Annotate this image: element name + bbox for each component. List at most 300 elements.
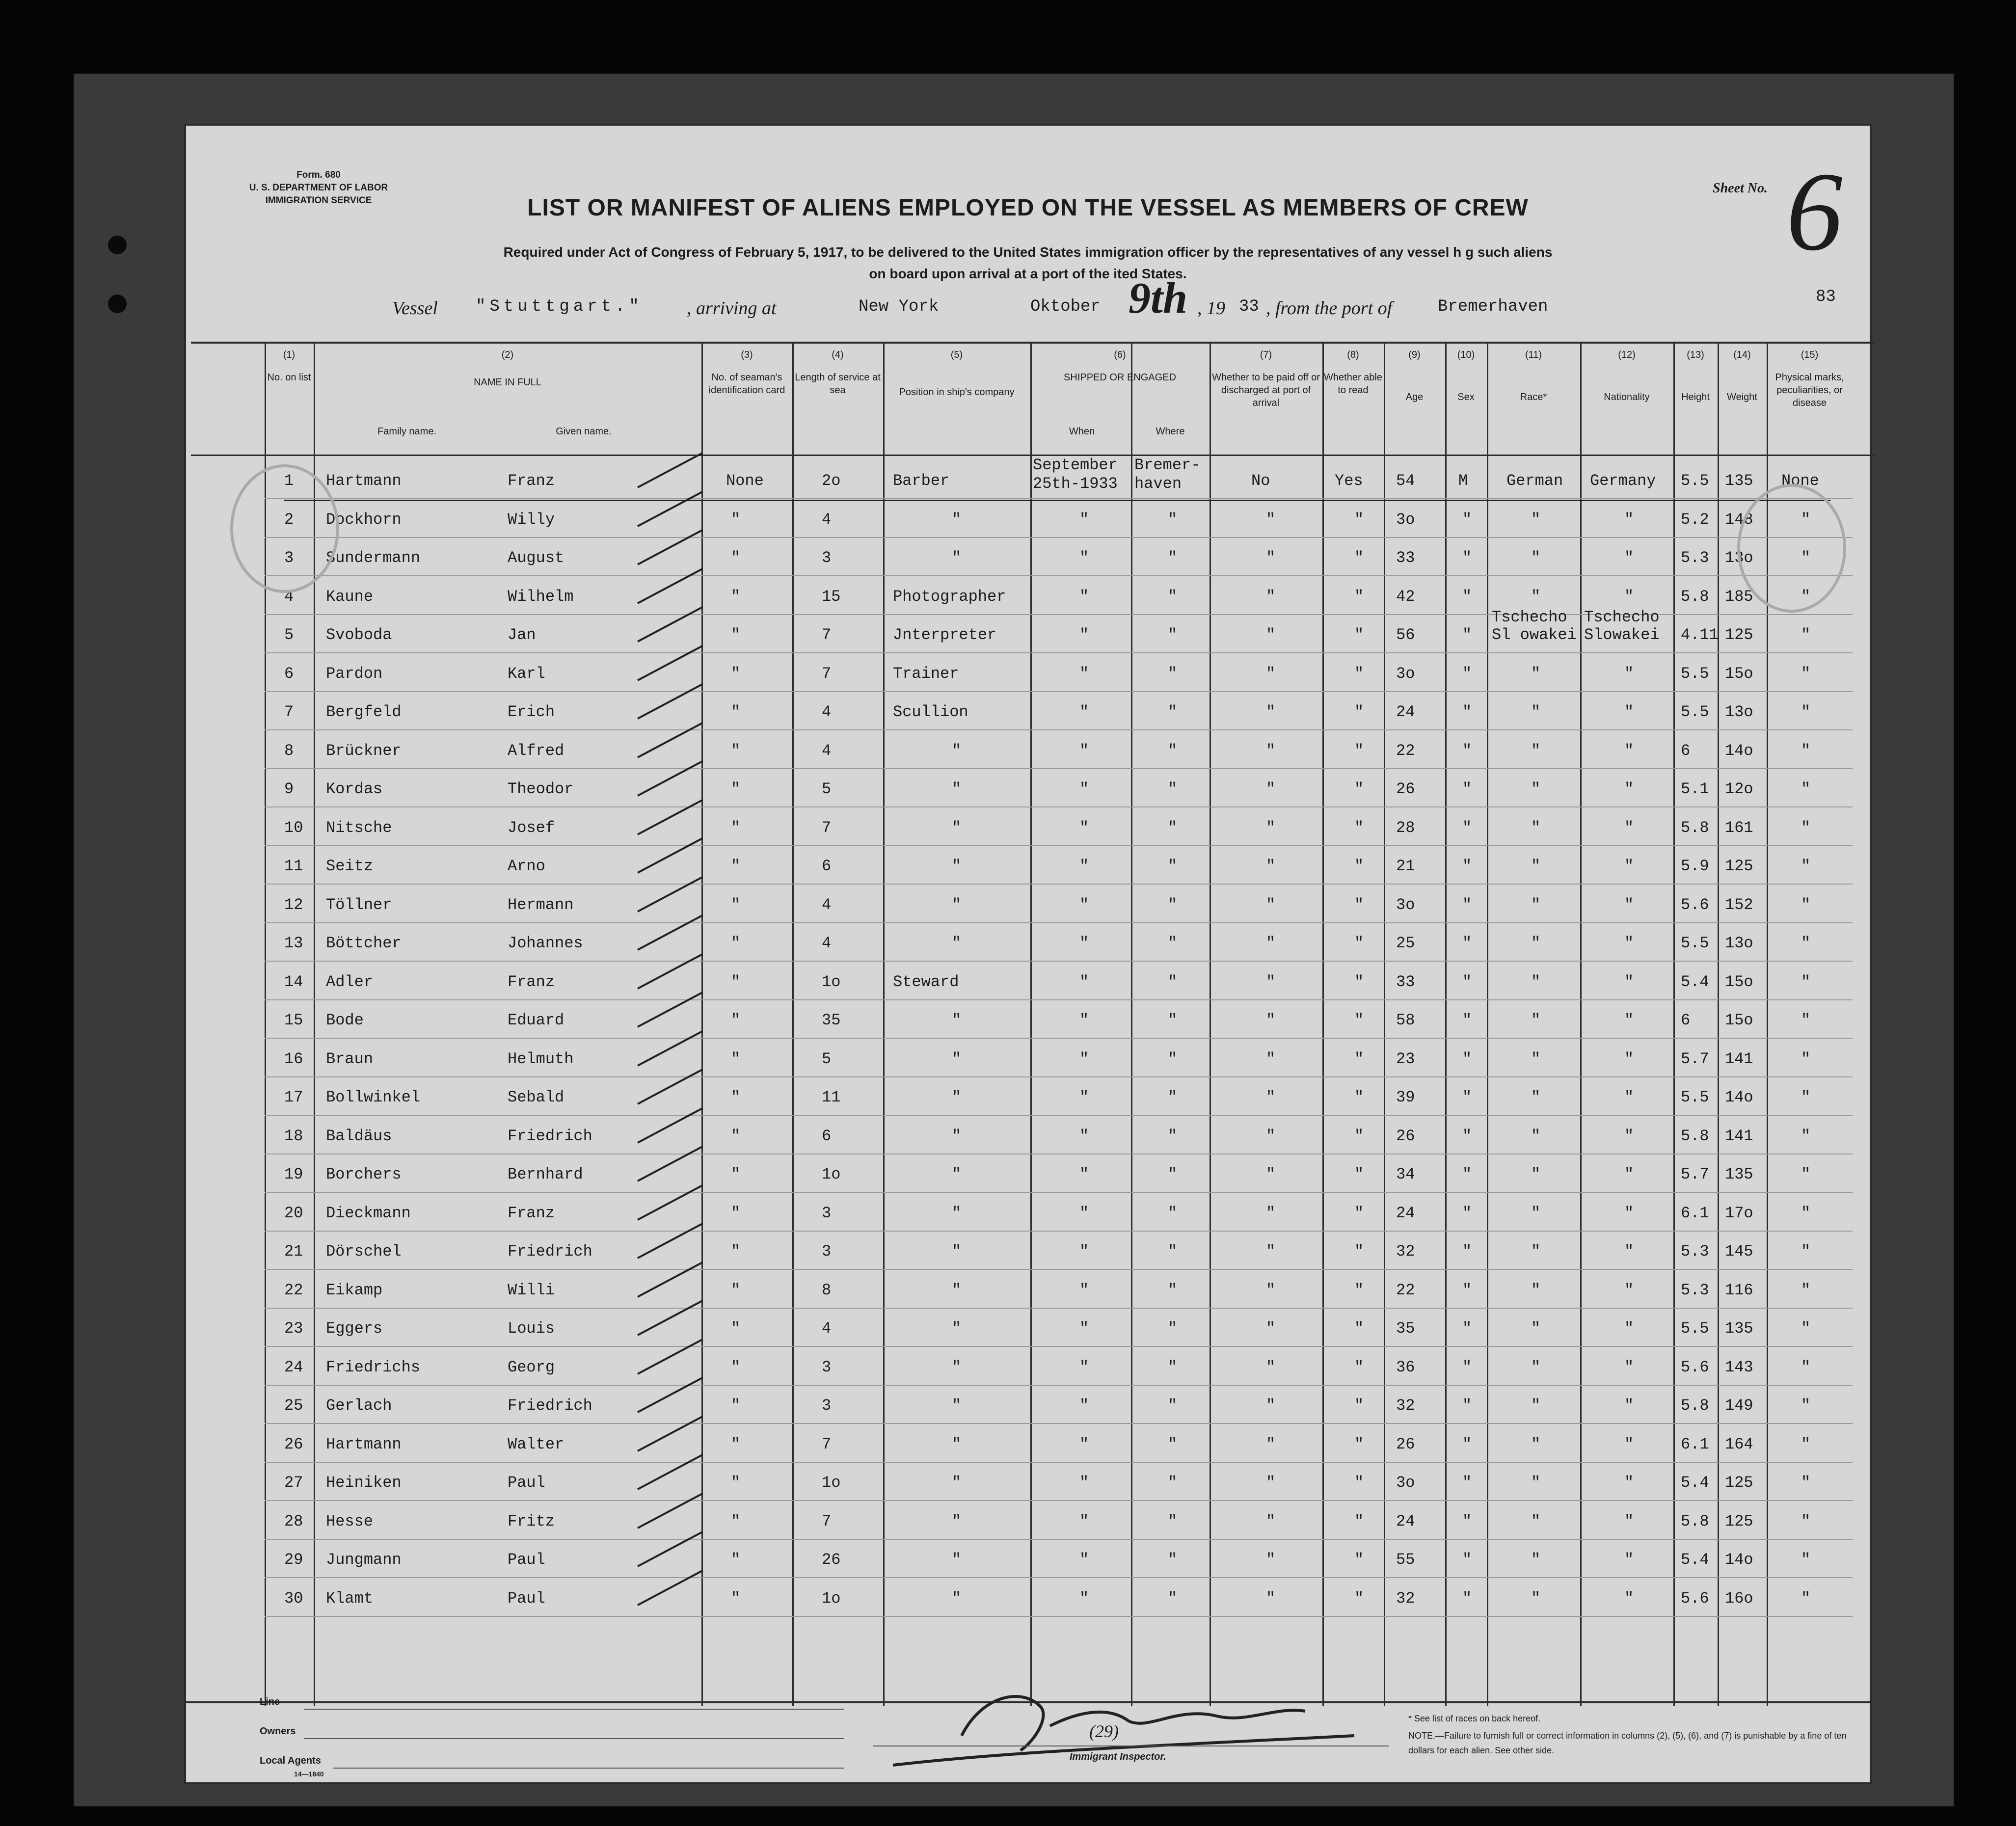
ditto-mark: " <box>1801 1127 1811 1145</box>
header-col-3: (3) No. of seaman's identification card <box>708 349 785 396</box>
ditto-mark: " <box>1079 818 1089 837</box>
ditto-mark: " <box>731 1204 741 1222</box>
position: " <box>952 895 962 914</box>
ditto-mark: " <box>1168 626 1178 644</box>
table-row <box>265 770 1853 808</box>
position: Steward <box>893 972 959 991</box>
age: 33 <box>1396 972 1415 991</box>
length-of-service: 15 <box>822 587 841 606</box>
ditto-mark: " <box>1624 934 1634 952</box>
ditto-mark: " <box>1801 1242 1811 1261</box>
ditto-mark: " <box>1079 626 1089 644</box>
position: Photographer <box>893 587 1006 606</box>
height: 5.5 <box>1681 934 1709 952</box>
ditto-mark: " <box>1354 626 1364 644</box>
row-rule <box>265 1577 1853 1578</box>
weight: 17o <box>1725 1204 1753 1222</box>
height: 6 <box>1681 1011 1691 1029</box>
table-row <box>265 1117 1853 1155</box>
row-number: 3 <box>284 549 294 567</box>
ditto-mark: " <box>1462 1589 1472 1608</box>
given-name: Hermann <box>508 895 574 914</box>
weight: 141 <box>1725 1049 1753 1068</box>
position: " <box>952 1281 962 1299</box>
age: 26 <box>1396 1127 1415 1145</box>
header-col-12: (12) Nationality <box>1604 349 1650 403</box>
inspection-seal-left <box>230 464 339 593</box>
age: 21 <box>1396 857 1415 875</box>
position: " <box>952 1435 962 1453</box>
ditto-mark: " <box>1624 1512 1634 1531</box>
ditto-mark: " <box>1168 664 1178 683</box>
ditto-mark: " <box>1801 1435 1811 1453</box>
age: 35 <box>1396 1319 1415 1338</box>
ditto-mark: " <box>731 1435 741 1453</box>
page-number: 83 <box>1816 288 1836 306</box>
length-of-service: 4 <box>822 934 832 952</box>
ditto-mark: " <box>1168 1281 1178 1299</box>
ditto-mark: " <box>731 664 741 683</box>
ditto-mark: " <box>1168 587 1178 606</box>
length-of-service: 5 <box>822 1049 832 1068</box>
ditto-mark: " <box>1354 972 1364 991</box>
age: 32 <box>1396 1396 1415 1415</box>
weight: 13o <box>1725 549 1753 567</box>
ditto-mark: " <box>1531 741 1541 760</box>
nationality-value: Germany <box>1590 472 1656 490</box>
row-number: 16 <box>284 1049 303 1068</box>
ditto-mark: " <box>1168 510 1178 529</box>
ditto-mark: " <box>1624 741 1634 760</box>
length-of-service: 7 <box>822 626 832 644</box>
ditto-mark: " <box>1801 780 1811 798</box>
ditto-mark: " <box>1462 1049 1472 1068</box>
ditto-mark: " <box>1624 664 1634 683</box>
ditto-mark: " <box>1462 1319 1472 1338</box>
ditto-mark: " <box>731 1319 741 1338</box>
ditto-mark: " <box>1168 1204 1178 1222</box>
ditto-mark: " <box>1624 1358 1634 1376</box>
table-row <box>265 1503 1853 1541</box>
family-name: Bergfeld <box>326 703 402 721</box>
row-number: 10 <box>284 818 303 837</box>
ditto-mark: " <box>1168 972 1178 991</box>
weight: 14o <box>1725 1088 1753 1106</box>
row-rule <box>265 537 1853 538</box>
ditto-mark: " <box>1801 818 1811 837</box>
ditto-mark: " <box>1624 1204 1634 1222</box>
ditto-mark: " <box>1079 1512 1089 1531</box>
height: 5.9 <box>1681 857 1709 875</box>
length-of-service: 3 <box>822 1242 832 1261</box>
weight: 15o <box>1725 664 1753 683</box>
ditto-mark: " <box>1531 1551 1541 1569</box>
ditto-mark: " <box>1079 1396 1089 1415</box>
inspection-seal-right <box>1737 484 1846 613</box>
arrival-port: New York <box>859 297 939 316</box>
length-of-service: 6 <box>822 1127 832 1145</box>
family-name: Dörschel <box>326 1242 402 1261</box>
length-of-service: 26 <box>822 1551 841 1569</box>
ditto-mark: " <box>731 587 741 606</box>
given-name: Friedrich <box>508 1396 592 1415</box>
ditto-mark: " <box>1624 587 1634 606</box>
ditto-mark: " <box>1079 741 1089 760</box>
ditto-mark: " <box>1168 1088 1178 1106</box>
ditto-mark: " <box>1168 1474 1178 1492</box>
height: 5.5 <box>1681 664 1709 683</box>
table-row <box>265 1001 1853 1040</box>
age: 26 <box>1396 780 1415 798</box>
ditto-mark: " <box>1462 1011 1472 1029</box>
row-rule <box>265 922 1853 923</box>
position: " <box>952 780 962 798</box>
height: 5.3 <box>1681 1281 1709 1299</box>
service-name: IMMIGRATION SERVICE <box>265 195 372 206</box>
arrival-day: 9th <box>1129 274 1188 322</box>
length-of-service: 8 <box>822 1281 832 1299</box>
family-name: Gerlach <box>326 1396 392 1415</box>
ditto-mark: " <box>1531 895 1541 914</box>
row-number: 30 <box>284 1589 303 1608</box>
ditto-mark: " <box>1266 895 1276 914</box>
ditto-mark: " <box>1531 1512 1541 1531</box>
year-prefix: , 19 <box>1197 298 1225 319</box>
ditto-mark: " <box>1354 1512 1364 1531</box>
ditto-mark: " <box>731 626 741 644</box>
ditto-mark: " <box>1624 895 1634 914</box>
ditto-mark: " <box>1531 972 1541 991</box>
arrival-year: 33 <box>1239 297 1259 316</box>
age: 24 <box>1396 1204 1415 1222</box>
weight: 135 <box>1725 472 1753 490</box>
subtitle-line-1: Required under Act of Congress of February 5, 1917, to be delivered to the United States immigration officer by the representatives of any vessel h g such aliens <box>503 244 1553 260</box>
weight: 161 <box>1725 818 1753 837</box>
given-name: Paul <box>508 1589 545 1608</box>
ditto-mark: " <box>1354 1049 1364 1068</box>
arriving-label: , arriving at <box>687 298 777 319</box>
ditto-mark: " <box>1462 664 1472 683</box>
ditto-mark: " <box>1531 664 1541 683</box>
row-number: 17 <box>284 1088 303 1106</box>
family-name: Dieckmann <box>326 1204 411 1222</box>
agents-code: 14—1840 <box>294 1770 324 1778</box>
ditto-mark: " <box>1266 972 1276 991</box>
row-number: 4 <box>284 587 294 606</box>
ditto-mark: " <box>1266 780 1276 798</box>
ditto-mark: " <box>1531 818 1541 837</box>
weight: 13o <box>1725 703 1753 721</box>
ditto-mark: " <box>731 1474 741 1492</box>
row-rule <box>265 768 1853 769</box>
row-rule <box>265 1346 1853 1347</box>
ditto-mark: " <box>1168 1049 1178 1068</box>
height: 6 <box>1681 741 1691 760</box>
weight: 149 <box>1725 1396 1753 1415</box>
family-name: Svoboda <box>326 626 392 644</box>
arrival-month: Oktober <box>1030 297 1101 316</box>
ditto-mark: " <box>1266 1127 1276 1145</box>
ditto-mark: " <box>1462 1242 1472 1261</box>
family-name: Friedrichs <box>326 1358 421 1376</box>
shipped-where-line-1: Bremer- <box>1134 456 1201 474</box>
sex-value: M <box>1458 472 1468 490</box>
ditto-mark: " <box>1079 1435 1089 1453</box>
ditto-mark: " <box>1168 1551 1178 1569</box>
header-col-5: (5) Position in ship's company <box>899 349 1015 398</box>
given-name: Helmuth <box>508 1049 574 1068</box>
ditto-mark: " <box>1266 1049 1276 1068</box>
race-czech-line-2: Sl owakei <box>1492 626 1577 644</box>
ditto-mark: " <box>1266 1435 1276 1453</box>
ditto-mark: " <box>1801 934 1811 952</box>
ditto-mark: " <box>1801 626 1811 644</box>
family-name: Seitz <box>326 857 374 875</box>
header-given-name: Given name. <box>556 426 612 437</box>
row-number: 21 <box>284 1242 303 1261</box>
age: 36 <box>1396 1358 1415 1376</box>
ditto-mark: " <box>731 1551 741 1569</box>
family-name: Klamt <box>326 1589 374 1608</box>
ditto-mark: " <box>1624 972 1634 991</box>
age: 26 <box>1396 1435 1415 1453</box>
row-number: 26 <box>284 1435 303 1453</box>
race-czech-line-1: Tschecho <box>1492 608 1567 626</box>
age: 56 <box>1396 626 1415 644</box>
header-col-2: (2) NAME IN FULL <box>474 349 541 388</box>
owners-field <box>304 1738 844 1739</box>
table-row <box>265 693 1853 731</box>
length-of-service: 3 <box>822 1358 832 1376</box>
ditto-mark: " <box>1462 1512 1472 1531</box>
ditto-mark: " <box>1266 1319 1276 1338</box>
ditto-mark: " <box>1168 1512 1178 1531</box>
ditto-mark: " <box>1462 1165 1472 1183</box>
length-of-service: 1o <box>822 1589 841 1608</box>
header-col-15: (15) Physical marks, peculiarities, or disease <box>1775 349 1844 408</box>
length-of-service: 1o <box>822 972 841 991</box>
ditto-mark: " <box>731 1589 741 1608</box>
table-row <box>265 1271 1853 1310</box>
row-rule <box>265 691 1853 692</box>
family-name: Sundermann <box>326 549 421 567</box>
length-of-service: 6 <box>822 857 832 875</box>
from-label: , from the port of <box>1266 298 1393 319</box>
given-name: Franz <box>508 972 555 991</box>
header-col-11: (11) Race* <box>1520 349 1547 403</box>
row-rule <box>265 845 1853 846</box>
ditto-mark: " <box>1531 587 1541 606</box>
race-value: German <box>1506 472 1563 490</box>
height: 4.11 <box>1681 626 1719 644</box>
position: " <box>952 1589 962 1608</box>
ditto-mark: " <box>1801 1011 1811 1029</box>
ditto-mark: " <box>1531 703 1541 721</box>
weight: 125 <box>1725 857 1753 875</box>
ditto-mark: " <box>1624 703 1634 721</box>
length-of-service: 35 <box>822 1011 841 1029</box>
length-of-service: 7 <box>822 1512 832 1531</box>
ditto-mark: " <box>1354 895 1364 914</box>
header-col-6: (6) SHIPPED OR ENGAGED <box>1064 349 1176 383</box>
ditto-mark: " <box>1801 1474 1811 1492</box>
ditto-mark: " <box>1801 1204 1811 1222</box>
age: 28 <box>1396 818 1415 837</box>
position: Trainer <box>893 664 959 683</box>
table-row <box>265 1541 1853 1579</box>
age: 33 <box>1396 549 1415 567</box>
age: 24 <box>1396 1512 1415 1531</box>
ditto-mark: " <box>1079 1281 1089 1299</box>
age: 42 <box>1396 587 1415 606</box>
department-name: U. S. DEPARTMENT OF LABOR <box>249 183 388 193</box>
ditto-mark: " <box>1079 934 1089 952</box>
vessel-name: "Stuttgart." <box>476 297 643 316</box>
position: " <box>952 1474 962 1492</box>
table-row <box>265 1464 1853 1502</box>
ditto-mark: " <box>1354 1242 1364 1261</box>
ditto-mark: " <box>1531 857 1541 875</box>
height: 5.5 <box>1681 1088 1709 1106</box>
ditto-mark: " <box>1531 1088 1541 1106</box>
weight: 16o <box>1725 1589 1753 1608</box>
ditto-mark: " <box>731 1088 741 1106</box>
ditto-mark: " <box>1079 1358 1089 1376</box>
position: " <box>952 1358 962 1376</box>
ditto-mark: " <box>1354 1551 1364 1569</box>
weight: 148 <box>1725 510 1753 529</box>
ditto-mark: " <box>1266 587 1276 606</box>
ditto-mark: " <box>1168 818 1178 837</box>
ditto-mark: " <box>1079 664 1089 683</box>
ditto-mark: " <box>1079 1474 1089 1492</box>
height: 5.4 <box>1681 1551 1709 1569</box>
weight: 135 <box>1725 1165 1753 1183</box>
family-name: Heiniken <box>326 1474 402 1492</box>
ditto-mark: " <box>1801 1049 1811 1068</box>
family-name: Töllner <box>326 895 392 914</box>
ditto-mark: " <box>1801 972 1811 991</box>
family-name: Böttcher <box>326 934 402 952</box>
punch-hole <box>108 236 127 254</box>
row-rule <box>265 1269 1853 1270</box>
given-name: Alfred <box>508 741 564 760</box>
family-name: Baldäus <box>326 1127 392 1145</box>
position: Scullion <box>893 703 968 721</box>
ditto-mark: " <box>1354 1127 1364 1145</box>
position: " <box>952 1319 962 1338</box>
header-family-name: Family name. <box>377 426 437 437</box>
agents-field <box>333 1768 844 1769</box>
ditto-mark: " <box>1531 1319 1541 1338</box>
table-row <box>265 924 1853 963</box>
vessel-line <box>392 274 1816 327</box>
row-1-extra <box>265 456 1853 500</box>
given-name: Johannes <box>508 934 583 952</box>
ditto-mark: " <box>1462 703 1472 721</box>
length-of-service: 1o <box>822 1474 841 1492</box>
family-name: Borchers <box>326 1165 402 1183</box>
given-name: Louis <box>508 1319 555 1338</box>
paid-off-value: No <box>1251 472 1270 490</box>
ditto-mark: " <box>731 741 741 760</box>
ditto-mark: " <box>1801 1281 1811 1299</box>
shipped-where-line-2: haven <box>1134 475 1182 493</box>
ditto-mark: " <box>1079 1319 1089 1338</box>
header-col-14: (14) Weight <box>1727 349 1757 403</box>
family-name: Kaune <box>326 587 374 606</box>
ditto-mark: " <box>731 1165 741 1183</box>
ditto-mark: " <box>1354 703 1364 721</box>
ditto-mark: " <box>1168 1242 1178 1261</box>
table-row <box>265 809 1853 847</box>
ditto-mark: " <box>1168 1165 1178 1183</box>
position: " <box>952 741 962 760</box>
given-name: Karl <box>508 664 545 683</box>
row-rule <box>265 1385 1853 1386</box>
sheet-number: 6 <box>1786 149 1843 274</box>
ditto-mark: " <box>1079 703 1089 721</box>
age: 58 <box>1396 1011 1415 1029</box>
given-name: Franz <box>508 472 555 490</box>
ditto-mark: " <box>1462 895 1472 914</box>
family-name: Pardon <box>326 664 383 683</box>
weight: 141 <box>1725 1127 1753 1145</box>
given-name: Friedrich <box>508 1127 592 1145</box>
length-of-service: 11 <box>822 1088 841 1106</box>
ditto-mark: " <box>1168 1396 1178 1415</box>
ditto-mark: " <box>1624 1049 1634 1068</box>
row-number: 29 <box>284 1551 303 1569</box>
height: 5.6 <box>1681 1358 1709 1376</box>
able-to-read-value: Yes <box>1335 472 1363 490</box>
ditto-mark: " <box>1624 549 1634 567</box>
ditto-mark: " <box>731 780 741 798</box>
ditto-mark: " <box>1531 1165 1541 1183</box>
ditto-mark: " <box>1266 741 1276 760</box>
ditto-mark: " <box>1462 510 1472 529</box>
weight: 164 <box>1725 1435 1753 1453</box>
weight: 13o <box>1725 934 1753 952</box>
ditto-mark: " <box>1266 1165 1276 1183</box>
row-number: 9 <box>284 780 294 798</box>
ditto-mark: " <box>1354 934 1364 952</box>
header-col-9: (9) Age <box>1405 349 1424 403</box>
ditto-mark: " <box>1266 1589 1276 1608</box>
given-name: Paul <box>508 1551 545 1569</box>
length-of-service: 4 <box>822 703 832 721</box>
family-name: Hesse <box>326 1512 374 1531</box>
position: " <box>952 818 962 837</box>
ditto-mark: " <box>1624 1396 1634 1415</box>
ditto-mark: " <box>1266 1551 1276 1569</box>
ditto-mark: " <box>1266 1358 1276 1376</box>
age: 55 <box>1396 1551 1415 1569</box>
table-row <box>265 1310 1853 1348</box>
position: " <box>952 1165 962 1183</box>
row-number: 7 <box>284 703 294 721</box>
header-col-4: (4) Length of service at sea <box>795 349 881 396</box>
age: 23 <box>1396 1049 1415 1068</box>
height: 5.4 <box>1681 1474 1709 1492</box>
row-number: 6 <box>284 664 294 683</box>
row-rule <box>265 999 1853 1000</box>
ditto-mark: " <box>1462 934 1472 952</box>
ditto-mark: " <box>1462 1088 1472 1106</box>
ditto-mark: " <box>1266 1242 1276 1261</box>
ditto-mark: " <box>1266 818 1276 837</box>
family-name: Kordas <box>326 780 383 798</box>
